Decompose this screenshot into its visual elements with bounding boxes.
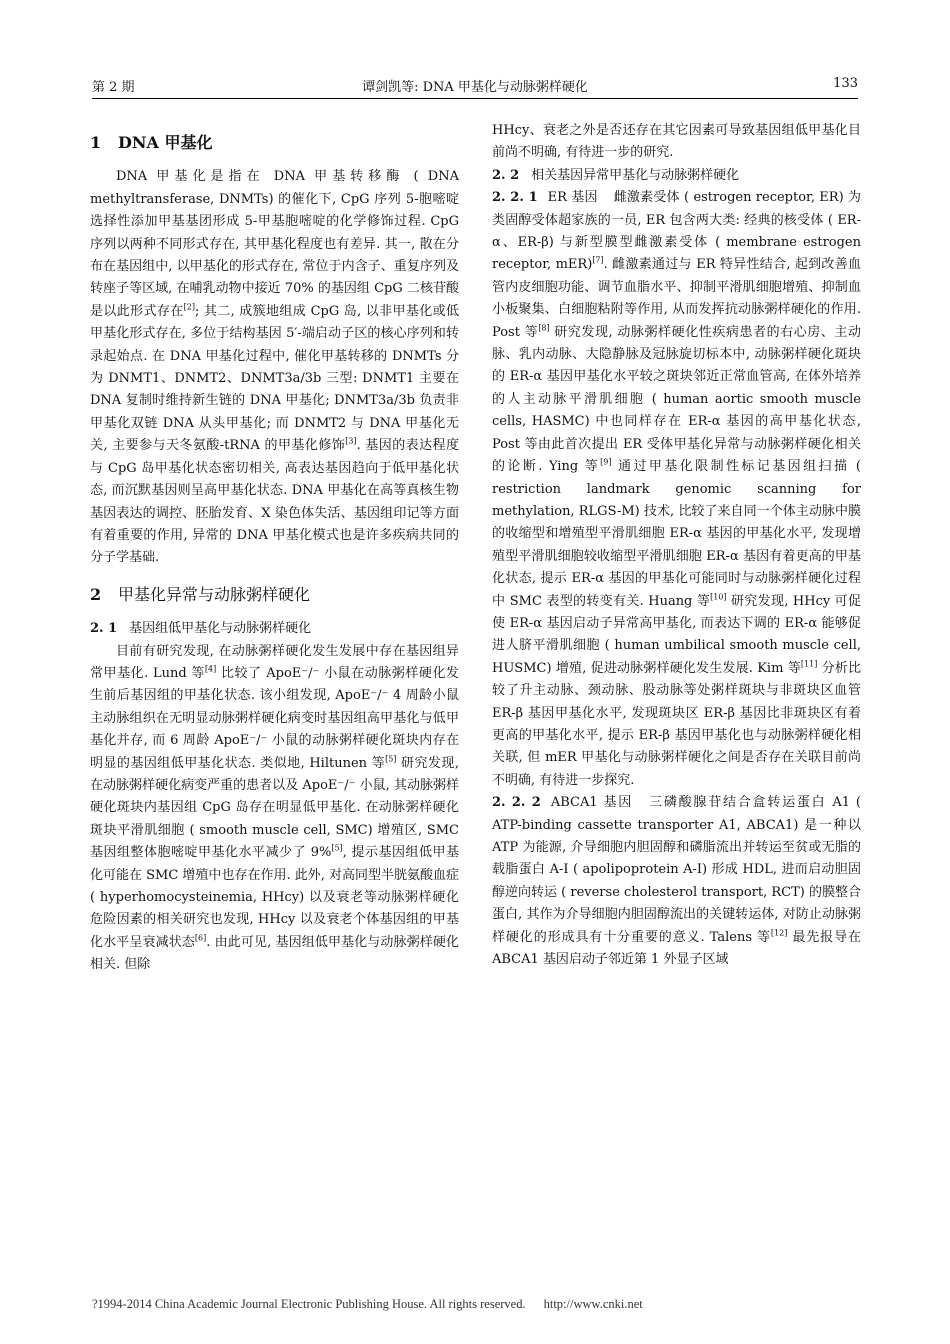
para-text: 最先报导在 ABCA1 基因启动子邻近第 1 外显子区域 [492,929,861,968]
left-column [90,120,459,977]
para-text: . 由此可见, 基因组低甲基化与动脉粥样硬化相关. 但除 [90,934,459,973]
subsection-2-1-heading [90,618,459,640]
continued-paragraph: HHcy、衰老之外是否还存在其它因素可导致基因组低甲基化目前尚不明确, 有待进一步的研究. [492,123,861,161]
section-2-heading [90,584,459,606]
subsection-2-2-2-paragraph [492,792,861,971]
subsection-2-1-paragraph [90,641,459,977]
issue-number: 第 2 期 [92,80,135,95]
section-1-title: DNA 甲基化 [118,133,213,152]
citation[interactable]: [4] [204,664,217,674]
footer [92,1297,643,1312]
section-1-paragraph [90,166,459,569]
citation[interactable]: [11] [800,659,818,669]
citation[interactable]: [3] [345,436,357,446]
para-text: 比较了 ApoE⁻/⁻ 小鼠在动脉粥样硬化发生前后基因组的甲基化状态. 该小组发现, ApoE⁻/⁻ 4 周龄小鼠主动脉组织在无明显动脉粥样硬化病变时基因组高甲基化与低甲基化并存, 而 6 周龄 ApoE⁻/⁻ 小鼠的动脉粥样硬化斑块内存在明显的基因组低甲基化状态. 类似地, Hiltunen 等 [90,665,459,771]
subsection-2-2-1-paragraph [492,187,861,792]
para-text: DNA 甲基化是指在 DNA 甲基转移酶 ( DNA methyltransferase, DNMTs) 的催化下, CpG 序列 5-胞嘧啶选择性添加甲基基团形成 5-甲基胞嘧啶的化学修饰过程. CpG 序列以两种不同形式存在, 其甲基化程度也有差异. 其一, 散在分布在基因组中, 以甲基化的形式存在, 常位于内含子、重复序列及转座子等区域, 在哺乳动物中接近 70% 的基因组 CpG 二核苷酸是以此形式存在 [90,169,459,319]
copyright-notice: ?1994-2014 China Academic Journal Electronic Publishing House. All rights reserved. [92,1297,526,1311]
page-number: 133 [833,76,858,91]
section-2-title: 甲基化异常与动脉粥样硬化 [118,584,311,604]
footer-url[interactable]: http://www.cnki.net [543,1297,643,1311]
subsection-2-2-1-title: ER 基因 [547,190,598,206]
section-2-number: 2 [90,584,102,604]
citation[interactable]: [6] [194,933,207,943]
running-header [92,76,858,99]
subsection-2-2-1-number: 2. 2. 1 [492,190,538,206]
subsection-2-2-2-number: 2. 2. 2 [492,795,541,811]
para-text: 研究发现, 在动脉粥样硬化病变严重的患者以及 ApoE⁻/⁻ 小鼠, 其动脉粥样硬化斑块内基因组 CpG 岛存在明显低甲基化. 在动脉粥样硬化斑块平滑肌细胞 ( smooth muscle cell, SMC) 增殖区, SMC 基因组整体胞嘧啶甲基化水平减少了 9% [90,755,460,861]
para-text: 研究发现, 动脉粥样硬化性疾病患者的右心房、主动脉、乳内动脉、大隐静脉及冠脉旋切标本中, 动脉粥样硬化斑块的 ER-α 基因甲基化水平较之斑块邻近正常血管高, 在体外培养的人主动脉平滑肌细胞 ( human aortic smooth muscle cells, HASMC) 中也同样存在 ER-α 基因的高甲基化状态, Post 等由此首次提出 ER 受体甲基化异常与动脉粥样硬化相关的论断. Ying 等 [492,324,861,475]
para-text: . 雌激素通过与 ER 特异性结合, 起到改善血管内皮细胞功能、调节血脂水平、抑制平滑肌细胞增殖、抑制血小板聚集、白细胞粘附等作用, 从而发挥抗动脉粥样硬化的作用. Post 等 [492,257,861,340]
para-text: 雌激素受体 ( estrogen receptor, ER) 为类固醇受体超家族的一员, ER 包含两大类: 经典的核受体 ( ER-α、ER-β) 与新型膜型雌激素受体 ( membrane estrogen receptor, mER) [492,190,861,273]
citation[interactable]: [5] [385,754,397,764]
section-1-number: 1 [90,133,102,152]
right-column [492,120,861,971]
para-text: 研究发现, HHcy 可促使 ER-α 基因启动子异常高甲基化, 而表达下调的 ER-α 能够促进人脐平滑肌细胞 ( human umbilical smooth muscle cell, HUSMC) 增殖, 促进动脉粥样硬化发生发展. Kim 等 [492,593,861,676]
citation[interactable]: [7] [592,256,604,266]
subsection-2-1-title: 基因组低甲基化与动脉粥样硬化 [129,621,312,637]
subsection-2-1-number: 2. 1 [90,621,118,637]
para-text: . 基因的表达程度与 CpG 岛甲基化状态密切相关, 高表达基因趋向于低甲基化状态, 而沉默基因则呈高甲基化状态. DNA 甲基化在高等真核生物基因表达的调控、胚胎发育、X 染色体失活、基因组印记等方面有着重要的作用, 异常的 DNA 甲基化模式也是许多疾病共同的分子学基础. [90,438,459,566]
citation[interactable]: [9] [600,457,612,467]
subsection-2-2-2-title: ABCA1 基因 [550,795,634,811]
running-title: 谭剑凯等: DNA 甲基化与动脉粥样硬化 [362,80,588,95]
citation[interactable]: [10] [710,592,727,602]
citation[interactable]: [12] [770,928,788,938]
para-text: 三磷酸腺苷结合盒转运蛋白 A1 ( ATP-binding cassette transporter A1, ABCA1) 是一种以 ATP 为能源, 介导细胞内胆固醇和磷脂流出并转运至贫或无脂的载脂蛋白 A-I ( apolipoprotein A-I) 形成 HDL, 进而启动胆固醇逆向转运 ( reverse cholesterol transport, RCT) 的膜整合蛋白, 其作为介导细胞内胆固醇流出的关键转运体, 对防止动脉粥样硬化的形成具有十分重要的意义. Talens 等 [492,795,861,945]
para-text: 通过甲基化限制性标记基因组扫描 ( restriction landmark genomic scanning for methylation, RLGS-M) 技术, 比较了来自同一个体主动脉中膜的收缩型和增殖型平滑肌细胞 ER-α 基因的甲基化水平, 发现增殖型平滑肌细胞较收缩型平滑肌细胞 ER-α 基因有着更高的甲基化状态, 提示 ER-α 基因的甲基化可能同时与动脉粥样硬化过程中 SMC 表型的转变有关. Huang 等 [492,459,861,609]
para-text: 分析比较了升主动脉、颈动脉、股动脉等处粥样斑块与非斑块区血管 ER-β 基因甲基化水平, 发现斑块区 ER-β 基因比非斑块区有着更高的甲基化水平, 提示 ER-β 基因甲基化也与动脉粥样硬化相关联, 但 mER 甲基化与动脉粥样硬化之间是否存在关联目前尚不明确, 有待进一步探究. [492,660,861,788]
citation[interactable]: [8] [538,323,550,333]
citation[interactable]: [5] [331,843,343,853]
subsection-2-2-heading [492,165,861,187]
subsection-2-2-title: 相关基因异常甲基化与动脉粥样硬化 [531,167,740,183]
para-text: , 提示基因组低甲基化可能在 SMC 增殖中也存在作用. 此外, 对高同型半胱氨酸血症 ( hyperhomocysteinemia, HHcy) 以及衰老等动脉粥样硬化危险因素的相关研究也发现, HHcy 以及衰老个体基因组的甲基化水平呈衰减状态 [90,845,459,950]
para-text: 目前有研究发现, 在动脉粥样硬化发生发展中存在基因组异常甲基化. Lund 等 [90,643,459,681]
para-text: ; 其二, 成簇地组成 CpG 岛, 以非甲基化或低甲基化形式存在, 多位于结构基因 5′-端启动子区的核心序列和转录起始点. 在 DNA 甲基化过程中, 催化甲基转移的 DNMTs 分为 DNMT1、DNMT2、DNMT3a/3b 三型: DNMT1 主要在 DNA 复制时维持新生链的 DNA 甲基化; DNMT3a/3b 负责非甲基化双链 DNA 从头甲基化; 而 DNMT2 与 DNA 甲基化无关, 主要参与天冬氨酸-tRNA 的甲基化修饰 [90,303,459,454]
section-1-heading [90,132,459,154]
citation[interactable]: [2] [183,302,195,312]
subsection-2-2-number: 2. 2 [492,167,520,183]
